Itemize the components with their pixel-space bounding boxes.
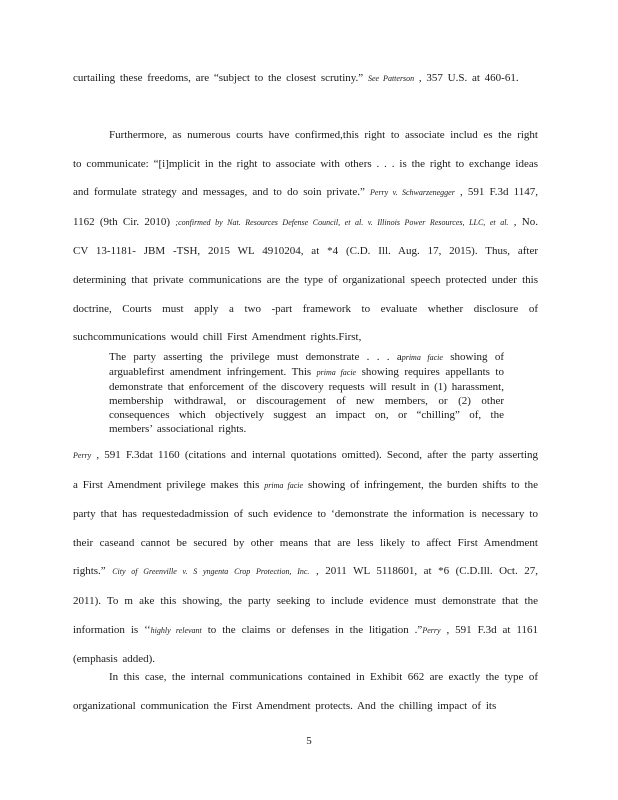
paragraph-3 — [73, 441, 538, 674]
case-citation: highly relevant — [150, 625, 202, 635]
case-citation: Perry v. Schwarzenegger — [370, 188, 455, 198]
block-quote — [109, 350, 504, 436]
case-citation: Perry — [422, 625, 441, 635]
text-run: , 591 F.3d 1147, 1162 (9th Cir. 2010) — [73, 186, 538, 228]
text-run: The party asserting the privilege must demonstrate . . . a — [109, 351, 402, 363]
case-citation: ;confirmed by Nat. Resources Defense Council, et al. v. Illinois Power Resources, LLC, et al. — [175, 217, 509, 227]
text-run: showing of infringement, the burden shifts to the party that has requestedadmission of such evidence to ‘demonstrate the information is necessary to their caseand cannot be secured by other means that are less likely to affect First Amendment rights.” — [73, 478, 538, 578]
page-number: 5 — [306, 735, 312, 747]
paragraph-2 — [73, 121, 538, 352]
text-run: , 591 F.3dat 1160 (citations and internal quotations omitted). Second, after the party asserting a First Amendment privilege makes this — [73, 449, 538, 491]
case-citation: prima facie — [401, 353, 443, 362]
text-run: Furthermore, as numerous courts have confirmed,this right to associate includ es the right to communicate: “[i]mplicit in the right to associate with others . . . is the right to exchange ideas and formulate strategy and messages, and to do soin private.” — [73, 129, 538, 199]
text-run: , 2011 WL 5118601, at *6 (C.D.Ill. Oct. 27, 2011). To m ake this showing, the party seeking to include evidence must demonstrate that the information is ‘‘ — [73, 565, 538, 636]
text-run: showing of arguablefirst amendment infringement. This — [109, 351, 504, 378]
text-run: curtailing these freedoms, are “subject to the closest scrutiny.” — [73, 72, 368, 84]
case-citation: City of Greenville v. S yngenta Crop Protection, Inc. — [112, 567, 310, 577]
case-citation: See Patterson — [367, 74, 415, 83]
text-run: showing requires appellants to demonstrate that enforcement of the discovery requests will result in (1) harassment, membership withdrawal, or discouragement of new members, or (2) other consequences which objectively suggest an impact on, or “chilling” of, the members’ associational rights. — [109, 366, 504, 435]
text-run: to the claims or defenses in the litigation .” — [201, 623, 423, 636]
text-run: In this case, the internal communications contained in Exhibit 662 are exactly the type of organizational communication the First Amendment protects. And the chilling impact of its — [73, 671, 538, 712]
text-run: , 591 F.3d at 1161 (emphasis added). — [73, 623, 539, 666]
paragraph-4 — [73, 663, 538, 720]
text-run: , No. CV 13-1181- JBM -TSH, 2015 WL 4910204, at *4 (C.D. Ill. Aug. 17, 2015). Thus, after determining that private communications are the type of organizational speech protected under this doctrine, Courts must apply a two -part framework to evaluate whether disclosure of suchcommunications would chill First Amendment rights.First, — [73, 215, 538, 344]
paragraph-1 — [73, 64, 538, 94]
case-citation: prima facie — [316, 368, 357, 377]
text-run: , 357 U.S. at 460-61. — [414, 72, 519, 84]
case-citation: prima facie — [264, 480, 304, 490]
case-citation: Perry — [73, 451, 92, 460]
